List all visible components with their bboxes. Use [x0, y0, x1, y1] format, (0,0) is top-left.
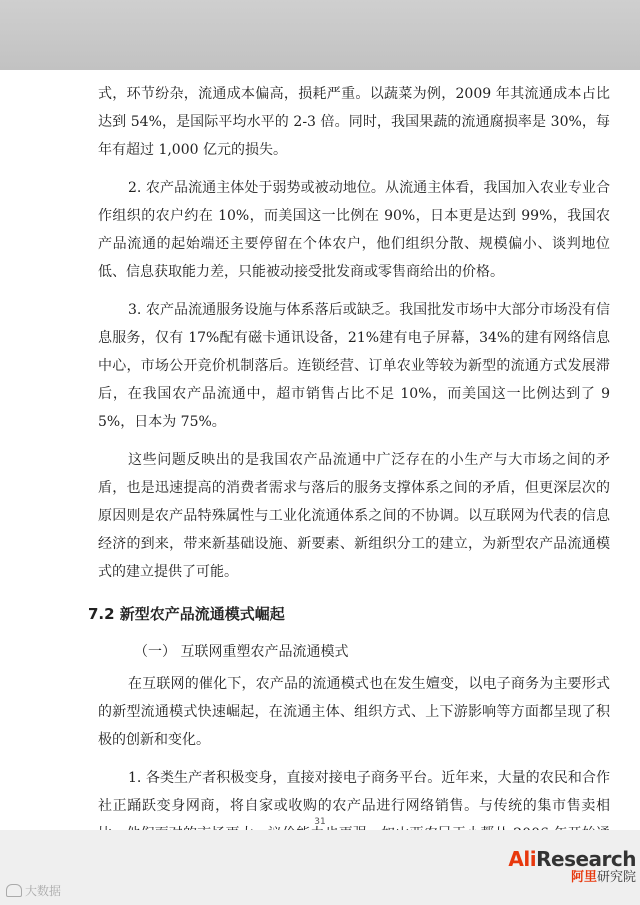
viewer-top-bar [0, 0, 640, 71]
paragraph-point-1: 1. 各类生产者积极变身，直接对接电子商务平台。近年来，大量的农民和合作社正踊跃变身网商，将自家或收购的农产品进行网络销售。与传统的集市售卖相 [98, 770, 610, 814]
page-content [88, 80, 610, 876]
paragraph-summary: 这些问题反映出的是我国农产品流通中广泛存在的小生产与大市场之间的矛盾，也是迅速提高的消费者需求与落后的服务支撑体系之间的矛盾，但更深层次的原因则是农产品特殊属性与工业化流通体系之间的不协调。以互联网为代表的信息经济的到来，带来新基础设施、新要素、新组织分工的建立，为新型农产品流通模式的建立提供了可能。 [98, 452, 610, 580]
document-page [0, 70, 640, 830]
page-number: 31 [314, 817, 326, 827]
paragraph-intro: 在互联网的催化下，农产品的流通模式也在发生嬗变，以电子商务为主要形式的新型流通模式快速崛起，在流通主体、组织方式、上下游影响等方面都呈现了积极的创新和变化。 [98, 676, 610, 748]
paragraph-point-3: 3. 农产品流通服务设施与体系落后或缺乏。我国批发市场中大部分市场没有信息服务，仅有 17%配有磁卡通讯设备，21%建有电子屏幕，34%的建有网络信息中心，市场公开竞价机制落后。连锁经营、订单农业等较为新型的流通方式发展滞后，在我国农产品流通中，超市销售占比不足 10%，而美国这一比例达到了 95%，日本为 75%。 [98, 302, 610, 430]
subsection-heading: （一） 互联网重塑农产品流通模式 [134, 644, 349, 660]
logo-prefix: Ali [508, 847, 537, 871]
watermark [6, 882, 61, 899]
section-heading: 7.2 新型农产品流通模式崛起 [88, 605, 285, 623]
paragraph-point-2: 2. 农产品流通主体处于弱势或被动地位。从流通主体看，我国加入农业专业合作组织的农户约在 10%，而美国这一比例在 90%，日本更是达到 99%，我国农产品流通的起始端还主要停留在个体农户，他们组织分散、规模偏小、谈判地位低、信息获取能力差，只能被动接受批发商或零售商给出的价格。 [98, 180, 610, 280]
logo-sub-suffix: 研究院 [596, 870, 636, 885]
aliresearch-logo [508, 848, 636, 886]
weibo-icon [6, 884, 22, 897]
paragraph-continuation: 式，环节纷杂，流通成本偏高，损耗严重。以蔬菜为例，2009 年其流通成本占比达到 54%，是国际平均水平的 2-3 倍。同时，我国果蔬的流通腐损率是 30%，每年有超过 1,000 亿元的损失。 [98, 86, 610, 158]
logo-sub-prefix: 阿里 [570, 870, 597, 885]
logo-suffix: Research [536, 847, 636, 871]
watermark-text: 大数据 [25, 884, 62, 898]
